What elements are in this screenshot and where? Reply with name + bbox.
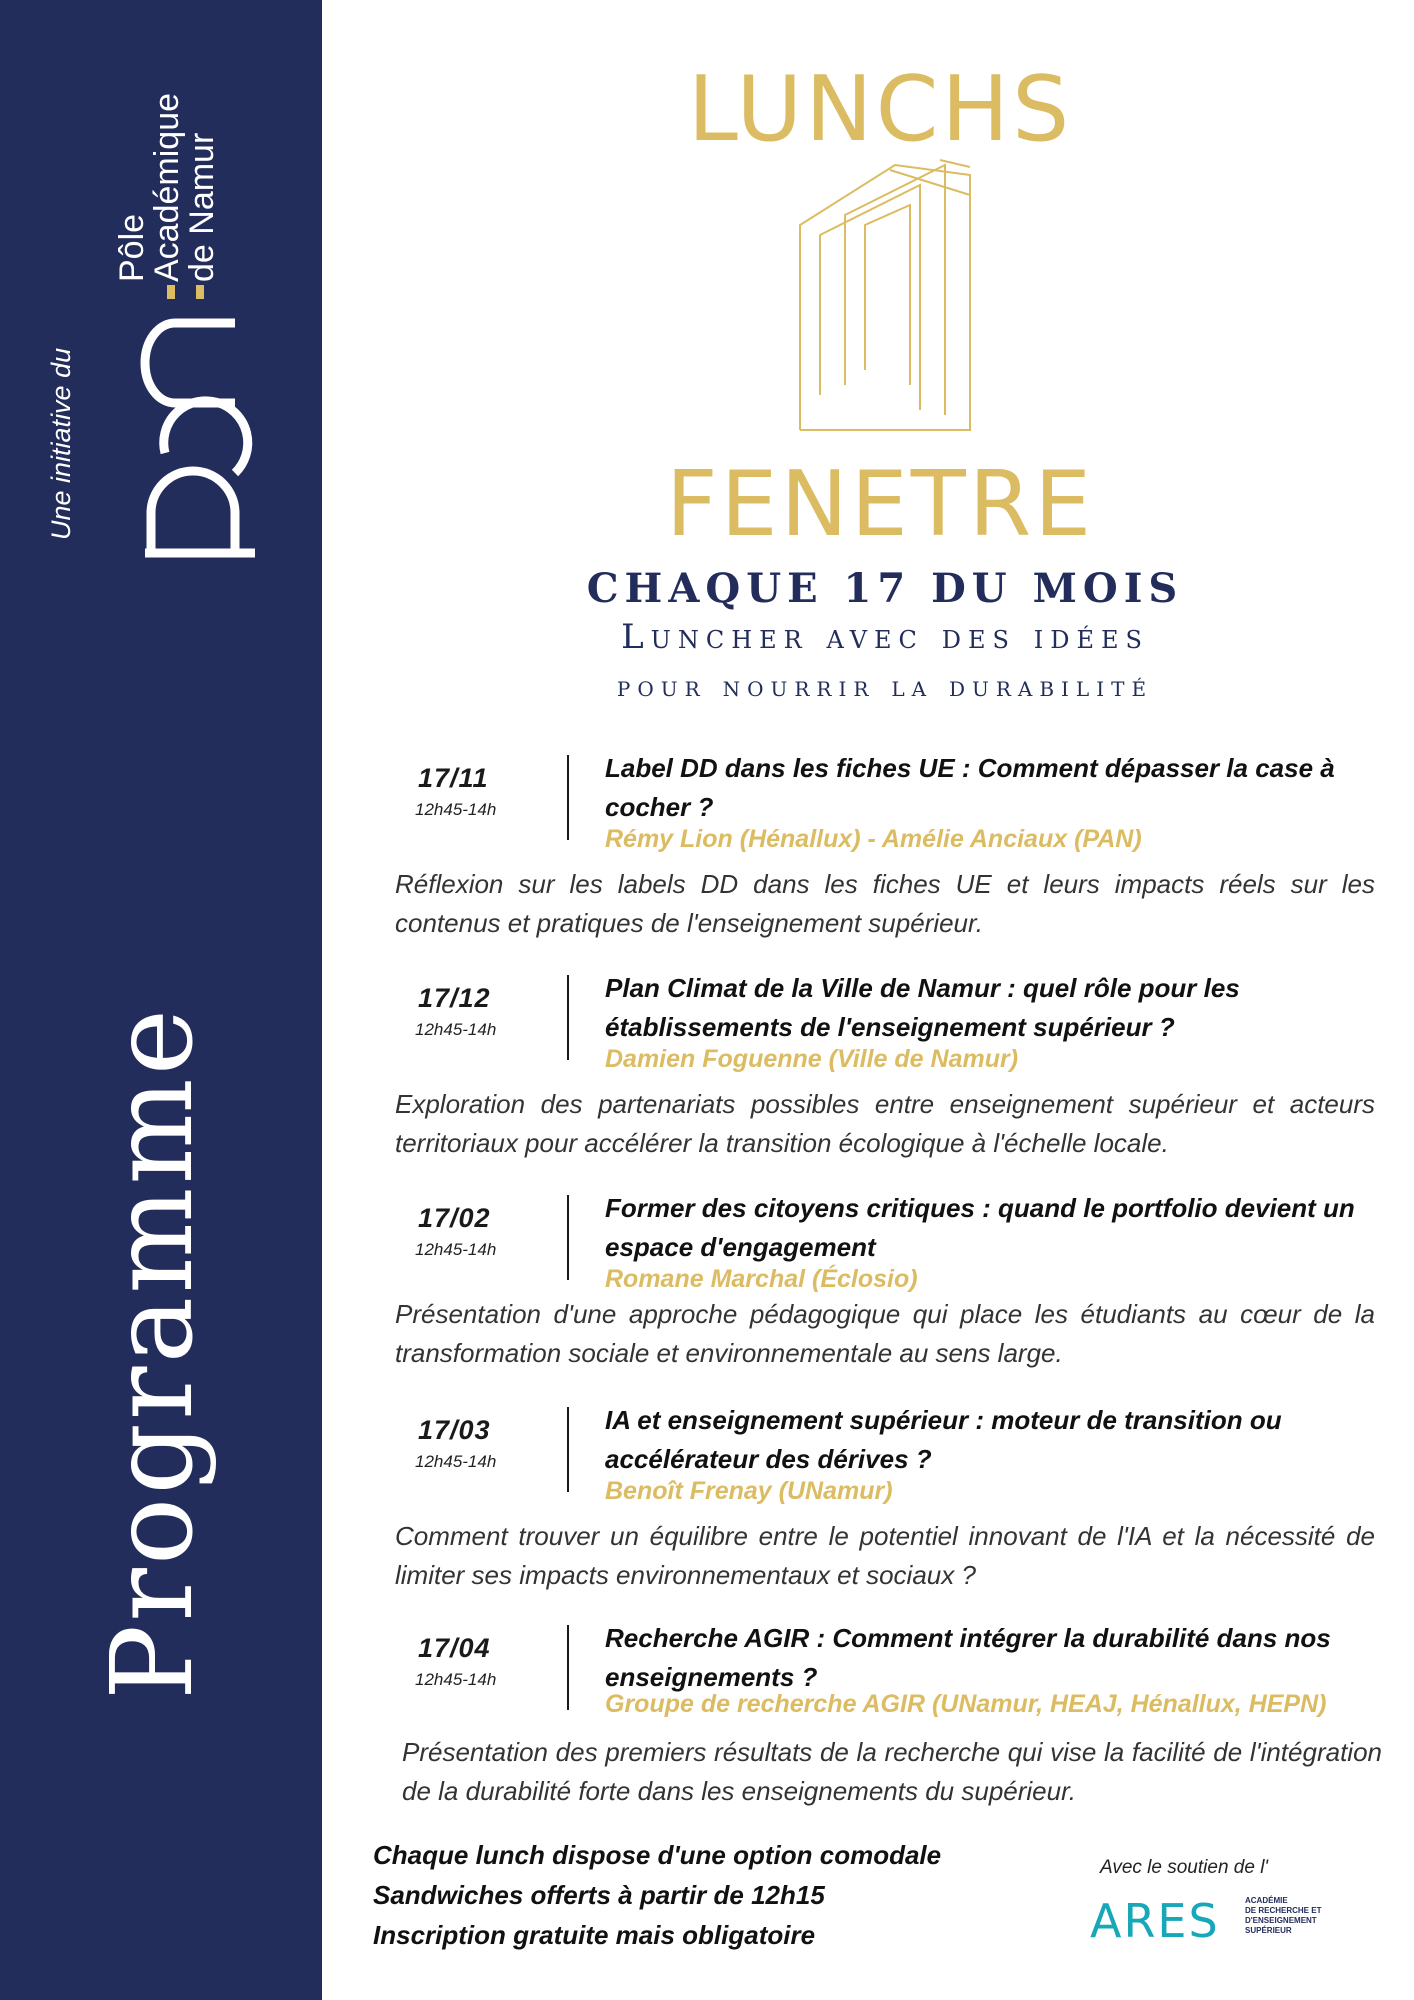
event-time: 12h45-14h xyxy=(415,1452,497,1471)
fenetre-title: FENETRE xyxy=(665,452,1095,557)
divider xyxy=(567,755,569,840)
event-time: 12h45-14h xyxy=(415,1670,497,1689)
pole-line-1: Pôle xyxy=(113,213,151,282)
support-label: Avec le soutien de l' xyxy=(1100,1857,1269,1878)
pan-logo-mark xyxy=(105,283,255,558)
event-date: 17/04 xyxy=(418,1633,491,1663)
event-title: Former des citoyens critiques : quand le portfolio devient un espace d'engagement xyxy=(605,1193,1355,1262)
ares-logo-text: ARES xyxy=(1090,1895,1220,1945)
event-description: Présentation d'une approche pédagogique qui place les étudiants au cœur de la transformation sociale et environnementale au sens large. xyxy=(395,1299,1375,1368)
pole-line-2: Académique xyxy=(148,92,186,282)
event-date: 17/11 xyxy=(418,763,489,793)
event-title: Recherche AGIR : Comment intégrer la durabilité dans nos enseignements ? xyxy=(605,1623,1331,1692)
ares-caption-line3: D'ENSEIGNEMENT xyxy=(1245,1916,1317,1925)
divider xyxy=(567,1407,569,1492)
event-time: 12h45-14h xyxy=(415,800,497,819)
event-title: IA et enseignement supérieur : moteur de transition ou accélérateur des dérives ? xyxy=(605,1405,1282,1474)
event-description: Comment trouver un équilibre entre le potentiel innovant de l'IA et la nécessité de limiter ses impacts environnementaux et sociaux ? xyxy=(395,1521,1375,1590)
event-speaker: Groupe de recherche AGIR (UNamur, HEAJ, Hénallux, HEPN) xyxy=(605,1690,1327,1718)
event-date: 17/03 xyxy=(418,1415,491,1445)
event-1 xyxy=(390,745,1390,945)
event-time: 12h45-14h xyxy=(415,1020,497,1039)
ares-caption xyxy=(1245,1896,1365,1936)
event-5 xyxy=(390,1615,1390,1815)
tagline-1: Luncher avec des idées xyxy=(621,617,1149,657)
ares-caption-line4: SUPÉRIEUR xyxy=(1245,1926,1292,1935)
ares-caption-line2: DE RECHERCHE ET xyxy=(1245,1906,1322,1915)
event-title: Label DD dans les fiches UE : Comment dépasser la case à cocher ? xyxy=(605,753,1335,822)
event-description: Présentation des premiers résultats de la recherche qui vise la facilité de l'intégration de la durabilité forte dans les enseignements du supérieur. xyxy=(402,1737,1382,1806)
event-description: Réflexion sur les labels DD dans les fiches UE et leurs impacts réels sur les contenus et pratiques de l'enseignement supérieur. xyxy=(395,869,1375,938)
footer-notes xyxy=(373,1835,941,1955)
note-comodal: Chaque lunch dispose d'une option comodale xyxy=(373,1840,942,1870)
event-3 xyxy=(390,1185,1390,1385)
note-registration: Inscription gratuite mais obligatoire xyxy=(373,1920,816,1950)
initiative-label: Une initiative du xyxy=(46,347,76,540)
monthly-schedule: CHAQUE 17 DU MOIS xyxy=(586,565,1184,612)
event-speaker: Rémy Lion (Hénallux) - Amélie Anciaux (PAN) xyxy=(605,825,1142,853)
divider xyxy=(567,975,569,1060)
divider xyxy=(567,1625,569,1710)
event-4 xyxy=(390,1397,1390,1597)
event-speaker: Romane Marchal (Éclosio) xyxy=(605,1265,918,1293)
event-time: 12h45-14h xyxy=(415,1240,497,1259)
lunchs-title: LUNCHS xyxy=(687,57,1073,162)
pole-line-3: de Namur xyxy=(183,132,221,282)
note-sandwiches: Sandwiches offerts à partir de 12h15 xyxy=(373,1880,825,1910)
event-title: Plan Climat de la Ville de Namur : quel rôle pour les établissements de l'enseignement supérieur ? xyxy=(605,973,1240,1042)
divider xyxy=(567,1195,569,1280)
programme-title: Programme xyxy=(88,1005,218,1700)
event-date: 17/12 xyxy=(418,983,491,1013)
event-speaker: Benoît Frenay (UNamur) xyxy=(605,1477,893,1505)
event-2 xyxy=(390,965,1390,1165)
ares-caption-line1: ACADÉMIE xyxy=(1245,1896,1288,1905)
ares-logo xyxy=(1090,1895,1240,1945)
event-description: Exploration des partenariats possibles entre enseignement supérieur et acteurs territoriaux pour accélérer la transition écologique à l'échelle locale. xyxy=(395,1089,1375,1158)
tagline-2: pour nourrir la durabilité xyxy=(616,670,1154,703)
event-speaker: Damien Foguenne (Ville de Namur) xyxy=(605,1045,1019,1073)
event-date: 17/02 xyxy=(418,1203,491,1233)
window-line-art xyxy=(790,155,980,455)
sidebar xyxy=(0,0,322,2000)
